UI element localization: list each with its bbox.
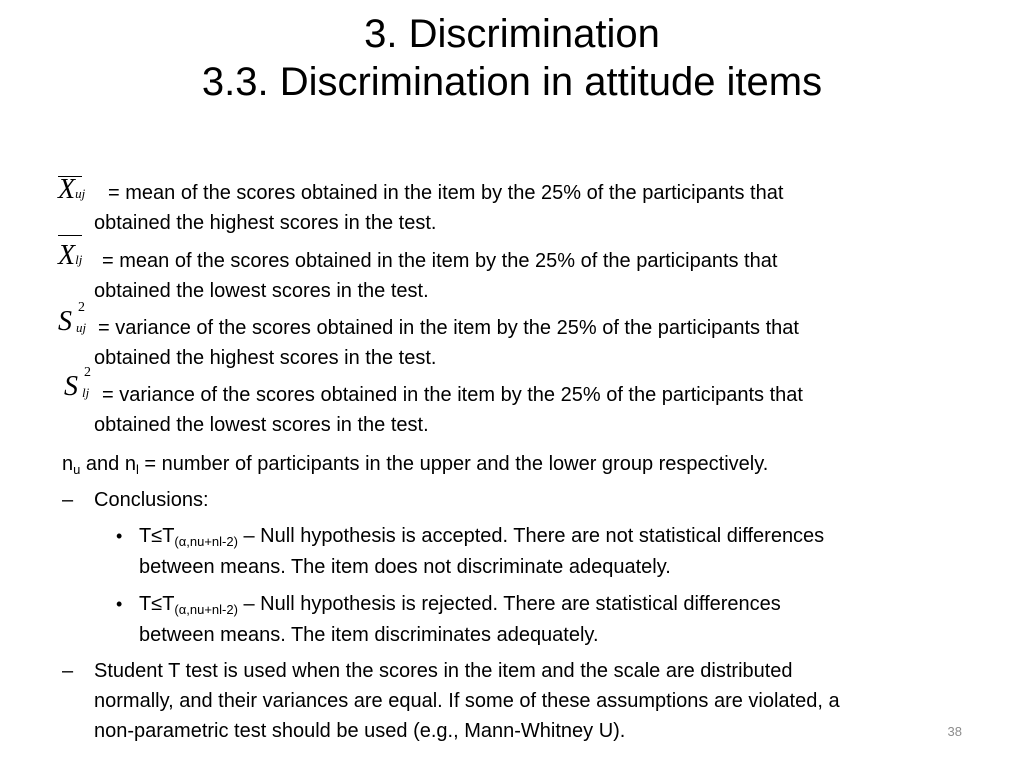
- title-line-1: 3. Discrimination: [364, 12, 660, 56]
- symbol-x-lj: Xlj: [58, 240, 83, 271]
- bullet-marker: •: [116, 594, 123, 614]
- title-line-2: 3.3. Discrimination in attitude items: [201, 60, 823, 104]
- definition-text: = variance of the scores obtained in the item by the 25% of the participants that: [102, 384, 803, 406]
- student-note-line-2: normally, and their variances are equal. If some of these assumptions are violated, a: [94, 690, 840, 712]
- bullet-marker: •: [116, 526, 123, 546]
- page-number: 38: [947, 724, 962, 739]
- conclusions-label: Conclusions:: [94, 489, 209, 511]
- definition-text: = mean of the scores obtained in the item by the 25% of the participants that: [108, 182, 784, 204]
- definition-text: obtained the lowest scores in the test.: [94, 280, 429, 302]
- overline-mark: [58, 235, 82, 236]
- conclusion-bullet-line2: between means. The item discriminates adequately.: [139, 624, 599, 646]
- symbol-s-lj: S 2 lj: [64, 365, 91, 402]
- definition-text: obtained the highest scores in the test.: [94, 347, 437, 369]
- groups-note: $n_u$ and $n_l$ = number of participants in the upper and the lower group respectively.: [62, 453, 769, 477]
- definition-text: = mean of the scores obtained in the item by the 25% of the participants that: [102, 250, 778, 272]
- definition-text: obtained the lowest scores in the test.: [94, 414, 429, 436]
- student-note-line-3: non-parametric test should be used (e.g., Mann-Whitney U).: [94, 720, 626, 742]
- conclusion-bullet: $T\le T_{(\alpha,nu+nl-2)}$ – Null hypothesis is accepted. There are not statistical differences: [139, 525, 825, 549]
- definition-text: obtained the highest scores in the test.: [94, 212, 437, 234]
- student-note-line-1: Student T test is used when the scores in the item and the scale are distributed: [94, 660, 793, 682]
- dash-marker: –: [62, 660, 74, 682]
- dash-marker: –: [62, 489, 74, 511]
- symbol-x-uj: Xuj: [58, 174, 86, 205]
- conclusion-bullet: $T\le T_{(\alpha,nu+nl-2)}$ – Null hypothesis is rejected. There are statistical differences: [139, 593, 781, 617]
- symbol-s-uj: S 2 uj: [58, 300, 87, 337]
- definition-text: = variance of the scores obtained in the item by the 25% of the participants that: [98, 317, 799, 339]
- conclusion-bullet-line2: between means. The item does not discriminate adequately.: [139, 556, 671, 578]
